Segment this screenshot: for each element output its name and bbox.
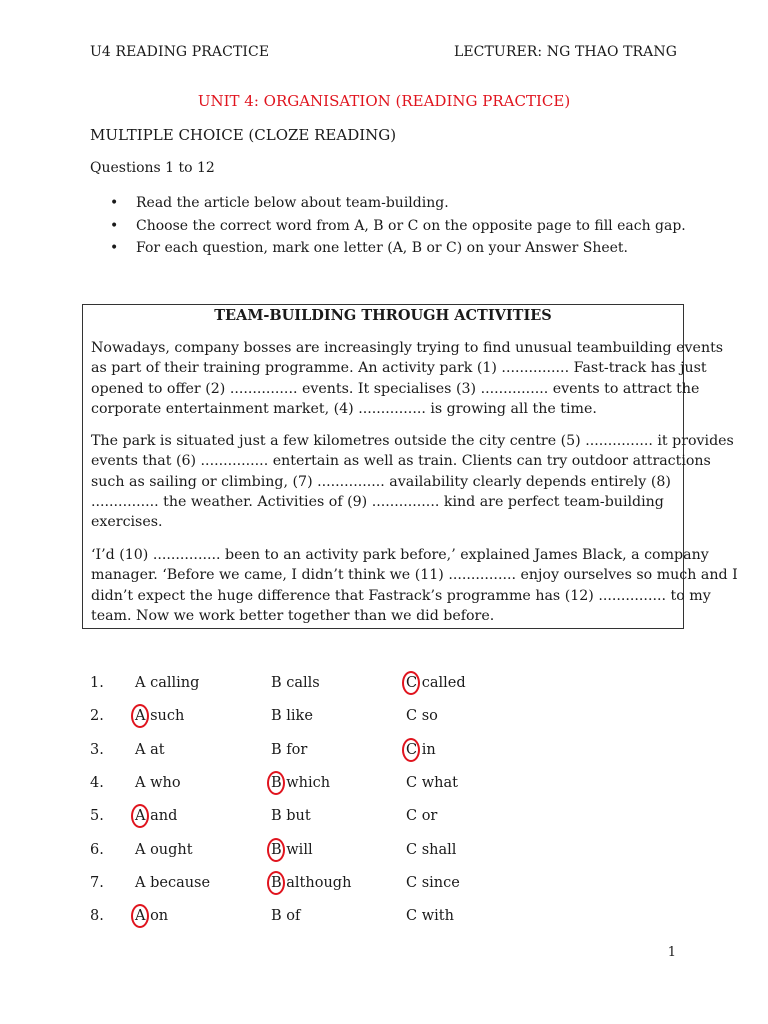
option-c[interactable]: C so bbox=[406, 708, 438, 724]
article-paragraph-3 bbox=[91, 545, 738, 626]
question-number: 1. bbox=[90, 675, 104, 691]
instruction-item: • Read the article below about team-building. bbox=[110, 193, 686, 216]
article-line: corporate entertainment market, (4) ............... is growing all the time. bbox=[91, 400, 597, 417]
option-a[interactable]: A on bbox=[135, 908, 169, 924]
option-c[interactable]: C or bbox=[406, 808, 438, 824]
article-line: manager. ‘Before we came, I didn’t think we (11) ............... enjoy ourselves so much and I bbox=[91, 567, 738, 584]
option-a[interactable]: A who bbox=[135, 775, 181, 791]
article-line: events that (6) ............... entertain as well as train. Clients can try outdoor attractions bbox=[91, 453, 711, 470]
answer-circle-mark bbox=[267, 771, 285, 795]
option-a[interactable]: A and bbox=[135, 808, 178, 824]
option-b[interactable]: B will bbox=[271, 842, 313, 858]
answer-circle-mark bbox=[402, 738, 420, 762]
answer-circle-mark bbox=[267, 871, 285, 895]
answer-row bbox=[0, 742, 768, 764]
article-line: team. Now we work better together than we did before. bbox=[91, 607, 495, 624]
question-number: 6. bbox=[90, 842, 104, 858]
article-line: Nowadays, company bosses are increasingly trying to find unusual teambuilding events bbox=[91, 340, 724, 356]
answer-row bbox=[0, 908, 768, 930]
answer-row bbox=[0, 875, 768, 897]
option-c[interactable]: C since bbox=[406, 875, 460, 891]
article-line: as part of their training programme. An activity park (1) ............... Fast-track has just bbox=[91, 360, 707, 377]
option-b[interactable]: B which bbox=[271, 775, 331, 791]
option-b[interactable]: B of bbox=[271, 908, 301, 924]
article-line: The park is situated just a few kilometres outside the city centre (5) ............... it provides bbox=[91, 433, 734, 449]
option-c[interactable]: C with bbox=[406, 908, 454, 924]
answer-circle-mark bbox=[267, 838, 285, 862]
answer-row bbox=[0, 675, 768, 697]
answer-row bbox=[0, 842, 768, 864]
option-a[interactable]: A such bbox=[135, 708, 185, 724]
answer-circle-mark bbox=[402, 671, 420, 695]
instruction-item: • For each question, mark one letter (A, B or C) on your Answer Sheet. bbox=[110, 238, 686, 261]
article-line: opened to offer (2) ............... events. It specialises (3) ............... events to attract the bbox=[91, 380, 700, 397]
option-a[interactable]: A because bbox=[135, 875, 211, 891]
answer-circle-mark bbox=[131, 704, 149, 728]
option-b[interactable]: B although bbox=[271, 875, 352, 891]
article-line: ‘I’d (10) ............... been to an activity park before,’ explained James Black, a company bbox=[91, 547, 709, 563]
article-line: such as sailing or climbing, (7) ............... availability clearly depends entirely (8) bbox=[91, 473, 671, 490]
article-line: ............... the weather. Activities of (9) ............... kind are perfect team-building bbox=[91, 493, 664, 510]
answer-row bbox=[0, 775, 768, 797]
option-c[interactable]: C shall bbox=[406, 842, 457, 858]
answer-circle-mark bbox=[131, 804, 149, 828]
option-b[interactable]: B for bbox=[271, 742, 308, 758]
question-number: 4. bbox=[90, 775, 104, 791]
option-a[interactable]: A at bbox=[135, 742, 165, 758]
article-line: didn’t expect the huge difference that Fastrack’s programme has (12) ............... to my bbox=[91, 587, 711, 604]
instruction-item: • Choose the correct word from A, B or C on the opposite page to fill each gap. bbox=[110, 216, 686, 239]
section-heading: MULTIPLE CHOICE (CLOZE READING) bbox=[90, 126, 397, 144]
option-b[interactable]: B calls bbox=[271, 675, 320, 691]
option-a[interactable]: A ought bbox=[135, 842, 193, 858]
answer-row bbox=[0, 808, 768, 830]
question-number: 7. bbox=[90, 875, 104, 891]
answer-row bbox=[0, 708, 768, 730]
option-c[interactable]: C what bbox=[406, 775, 458, 791]
answer-circle-mark bbox=[131, 904, 149, 928]
option-b[interactable]: B but bbox=[271, 808, 311, 824]
page-number: 1 bbox=[667, 945, 676, 960]
article-box bbox=[82, 304, 738, 629]
header-right: LECTURER: NG THAO TRANG bbox=[453, 44, 677, 60]
option-c[interactable]: C in bbox=[406, 742, 436, 758]
option-b[interactable]: B like bbox=[271, 708, 313, 724]
question-number: 8. bbox=[90, 908, 104, 924]
article-line: exercises. bbox=[91, 514, 163, 531]
option-c[interactable]: C called bbox=[406, 675, 466, 691]
article-paragraph-2 bbox=[91, 431, 734, 532]
article-paragraph-1 bbox=[91, 338, 724, 419]
header-left: U4 READING PRACTICE bbox=[90, 44, 270, 60]
question-number: 5. bbox=[90, 808, 104, 824]
question-number: 2. bbox=[90, 708, 104, 724]
questions-label: Questions 1 to 12 bbox=[90, 160, 215, 176]
option-a[interactable]: A calling bbox=[135, 675, 200, 691]
article-title: TEAM-BUILDING THROUGH ACTIVITIES bbox=[214, 307, 552, 324]
question-number: 3. bbox=[90, 742, 104, 758]
instruction-list bbox=[110, 193, 686, 261]
unit-title: UNIT 4: ORGANISATION (READING PRACTICE) bbox=[197, 92, 571, 110]
